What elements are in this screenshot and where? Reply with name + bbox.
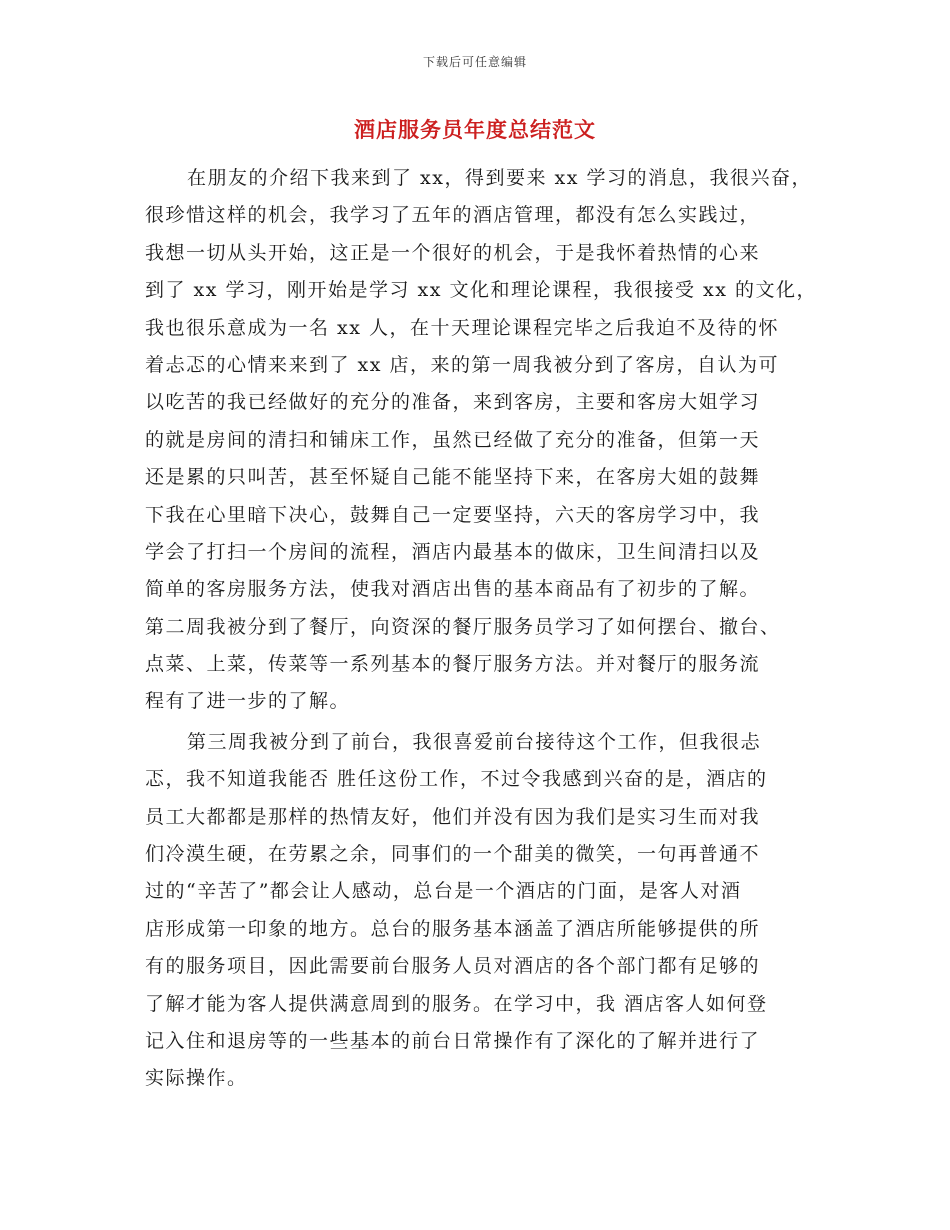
text-line: 店形成第一印象的地方。总台的服务基本涵盖了酒店所能够提供的所 [145, 917, 761, 940]
header-note: 下载后可任意编辑 [422, 55, 527, 69]
text-line: 我也很乐意成为一名 xx 人，在十天理论课程完毕之后我迫不及待的怀 [145, 316, 780, 339]
text-line: 第三周我被分到了前台，我很喜爱前台接待这个工作，但我很忐 [187, 730, 762, 753]
text-line: 简单的客房服务方法，使我对酒店出售的基本商品有了初步的了解。 [145, 578, 761, 601]
text-line: 以吃苦的我已经做好的充分的准备，来到客房，主要和客房大姐学习 [145, 391, 761, 414]
text-line: 着忐忑的心情来来到了 xx 店，来的第一周我被分到了客房，自认为可 [145, 353, 780, 376]
text-line: 们冷漠生硬，在劳累之余，同事们的一个甜美的微笑，一句再普通不 [145, 843, 761, 866]
text-line: 记入住和退房等的一些基本的前台日常操作有了深化的了解并进行了 [145, 1029, 761, 1052]
text-line: 我想一切从头开始，这正是一个很好的机会，于是我怀着热情的心来 [145, 241, 761, 264]
text-line: 忑，我不知道我能否 胜任这份工作，不过令我感到兴奋的是，酒店的 [145, 768, 768, 791]
text-line: 有的服务项目，因此需要前台服务人员对酒店的各个部门都有足够的 [145, 955, 761, 978]
document-body [145, 160, 845, 1098]
text-line: 第二周我被分到了餐厅，向资深的餐厅服务员学习了如何摆台、撤台、 [145, 615, 781, 638]
text-line: 还是累的只叫苦，甚至怀疑自己能不能坚持下来，在客房大姐的鼓舞 [145, 466, 761, 489]
text-line: 学会了打扫一个房间的流程，酒店内最基本的做床，卫生间清扫以及 [145, 540, 761, 563]
text-line: 下我在心里暗下决心，鼓舞自己一定要坚持，六天的客房学习中，我 [145, 503, 761, 526]
text-line: 在朋友的介绍下我来到了 xx，得到要来 xx 学习的消息，我很兴奋， [187, 167, 812, 189]
document-title: 酒店服务员年度总结范文 [354, 118, 596, 142]
text-line: 程有了进一步的了解。 [145, 690, 351, 713]
text-line: 员工大都都是那样的热情友好，他们并没有因为我们是实习生而对我 [145, 805, 761, 828]
paragraph-1 [145, 160, 845, 721]
text-line: 点菜、上菜，传菜等一系列基本的餐厅服务方法。并对餐厅的服务流 [145, 653, 761, 676]
text-line: 了解才能为客人提供满意周到的服务。在学习中，我 酒店客人如何登 [145, 992, 768, 1015]
text-line: 到了 xx 学习，刚开始是学习 xx 文化和理论课程，我很接受 xx 的文化， [145, 279, 818, 302]
paragraph-2 [145, 724, 845, 1098]
text-line: 的就是房间的清扫和铺床工作，虽然已经做了充分的准备，但第一天 [145, 428, 761, 451]
text-line: 实际操作。 [145, 1067, 248, 1090]
text-line: 很珍惜这样的机会，我学习了五年的酒店管理，都没有怎么实践过， [145, 204, 761, 227]
text-line: 过的“辛苦了”都会让人感动，总台是一个酒店的门面，是客人对酒 [145, 880, 742, 903]
